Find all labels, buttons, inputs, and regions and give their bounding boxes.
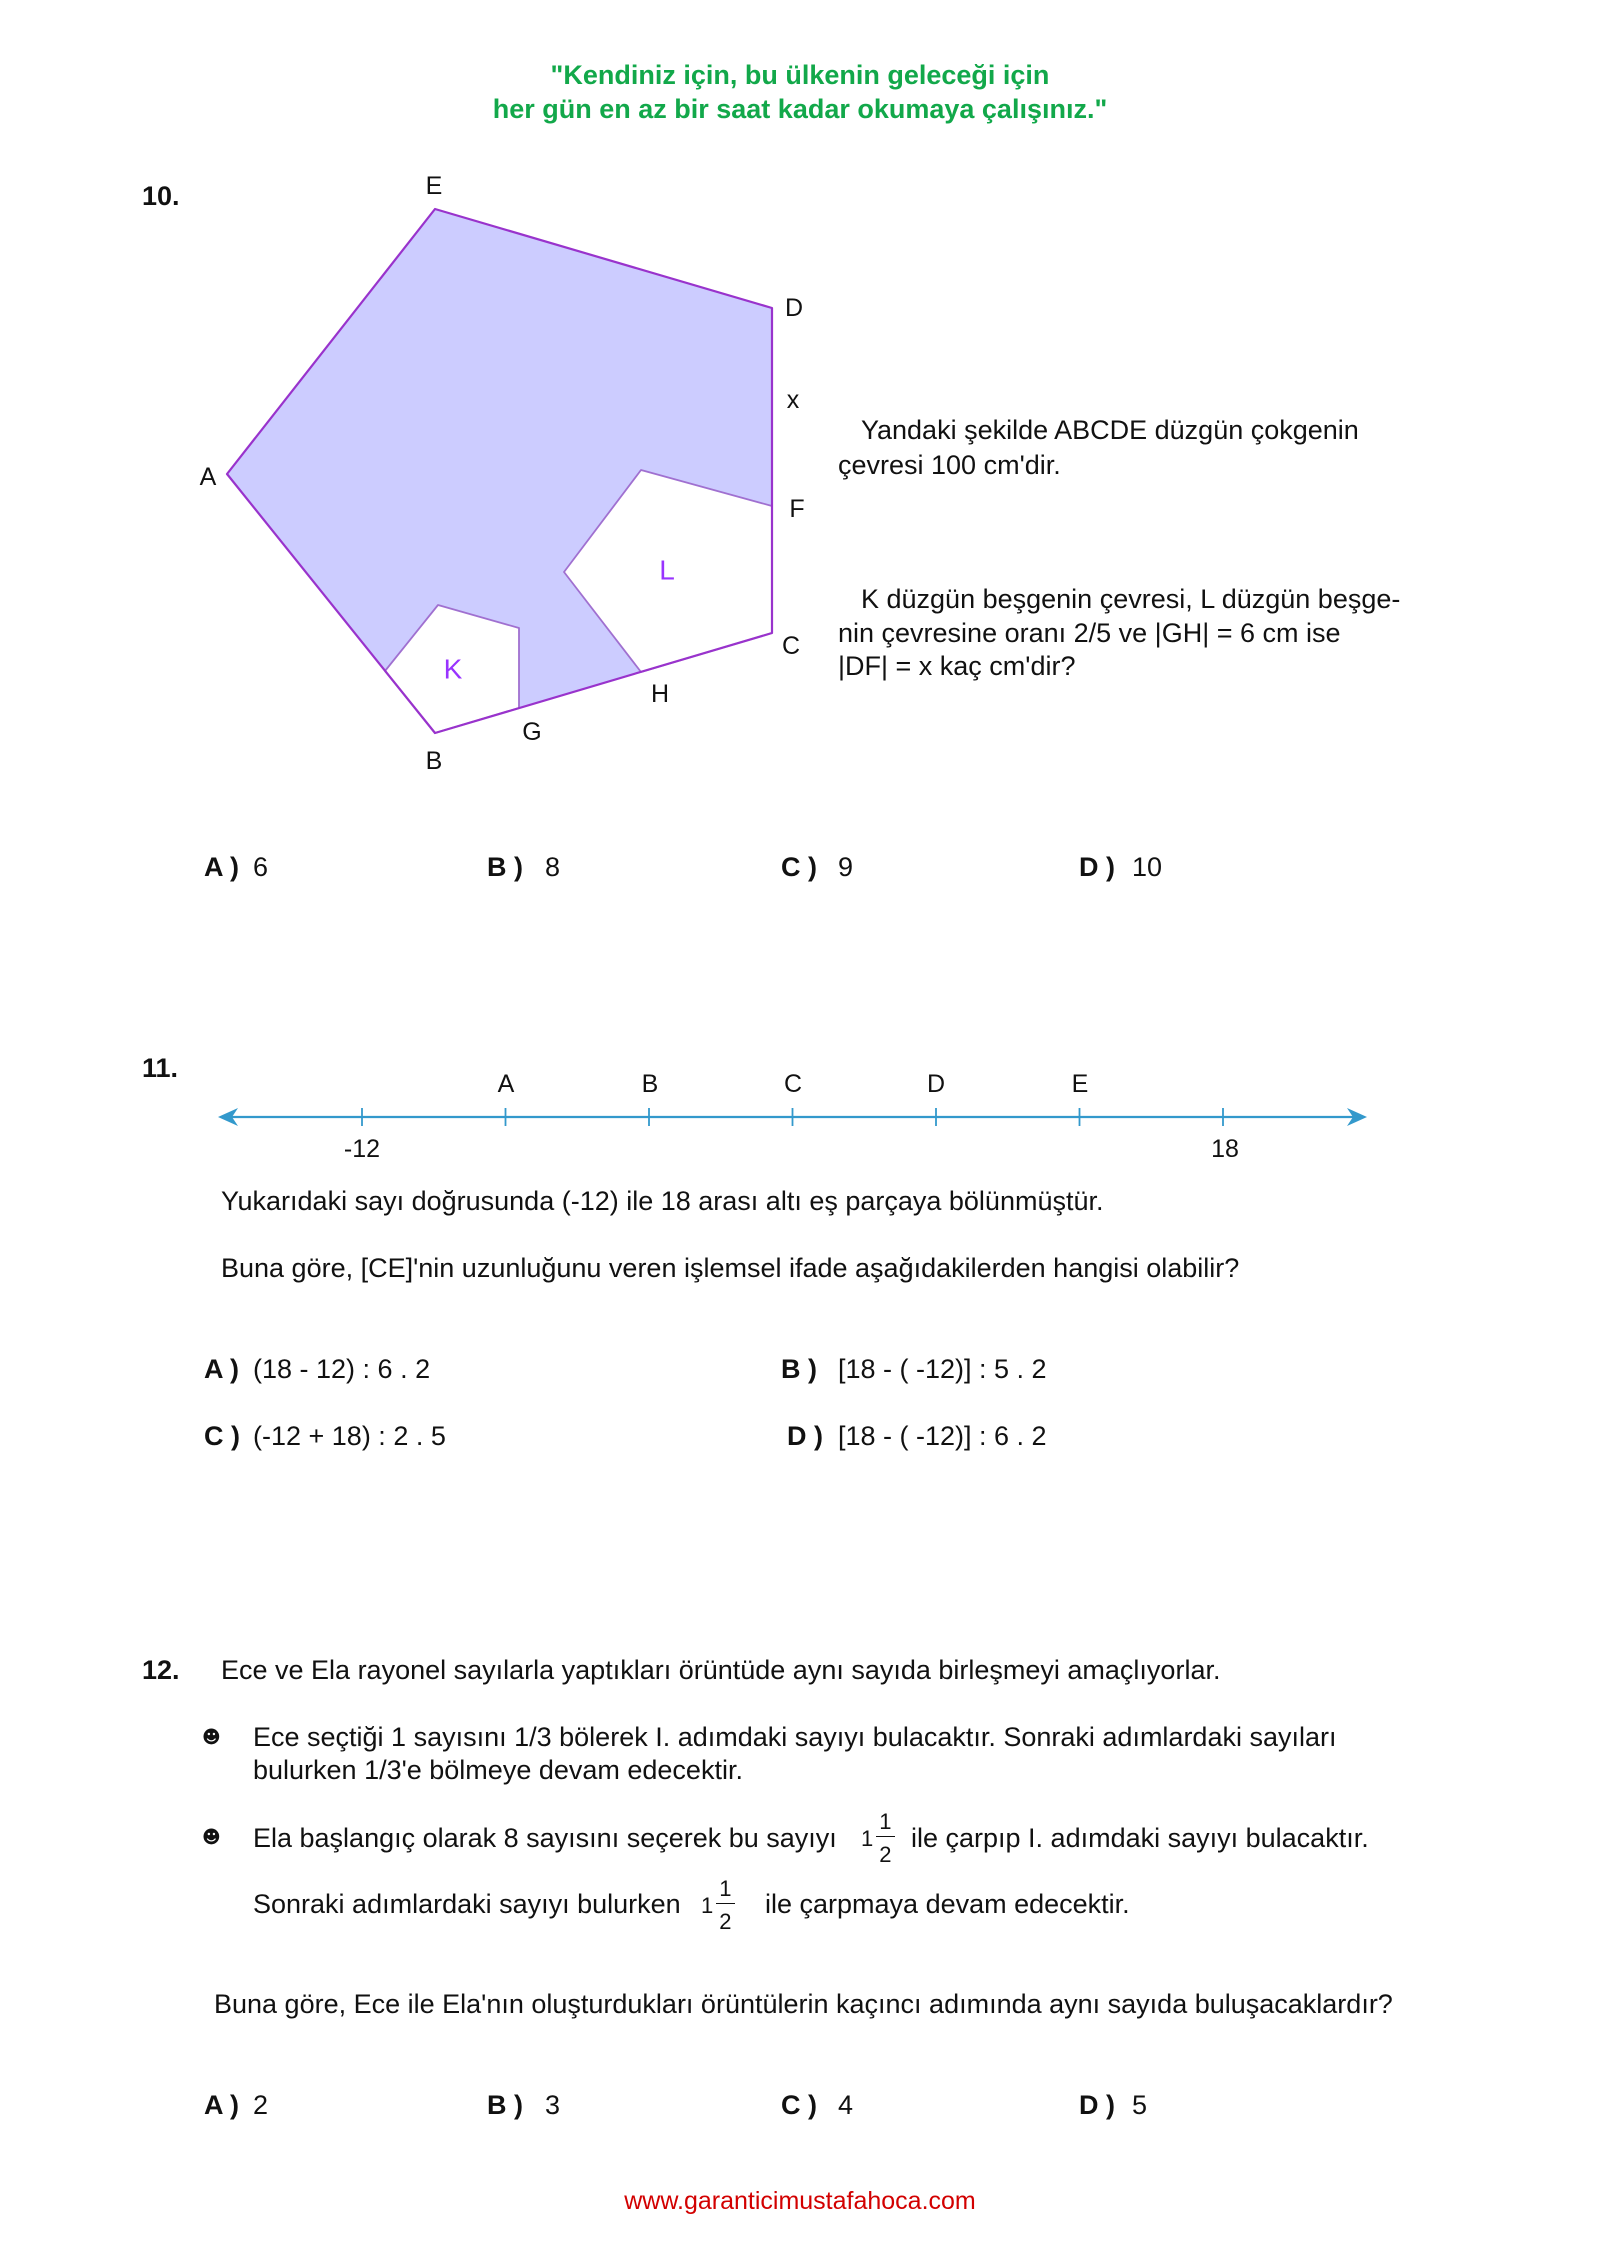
question-12-question: Buna göre, Ece ile Ela'nın oluşturdukları örüntülerin kaçıncı adımında aynı sayıda buluşacaklardır? — [214, 1989, 1393, 2019]
vertex-label-b: B — [425, 747, 443, 775]
fraction — [876, 1811, 894, 1866]
fraction-numerator: 1 — [876, 1811, 894, 1837]
option-letter-b: B ) — [781, 1354, 817, 1384]
number-line-point-a: A — [497, 1070, 515, 1098]
option-letter-d: D ) — [1079, 2090, 1115, 2120]
question-11-text-line: Yukarıdaki sayı doğrusunda (-12) ile 18 arası altı eş parçaya bölünmüştür. — [221, 1186, 1104, 1216]
option-value-a: 2 — [253, 2090, 269, 2120]
mixed-number-whole: 1 — [861, 1825, 874, 1851]
number-line-left-end-value: -12 — [343, 1135, 381, 1163]
option-letter-d: D ) — [1079, 852, 1115, 882]
question-number-11: 11. — [142, 1053, 179, 1083]
pentagon-l-label: L — [659, 554, 675, 586]
option-value-c: 9 — [838, 852, 854, 882]
option-letter-a: A ) — [204, 2090, 239, 2120]
header-quote-line-1: "Kendiniz için, bu ülkenin geleceği için — [550, 60, 1050, 90]
bullet-text-line: Ela başlangıç olarak 8 sayısını seçerek bu sayıyı — [253, 1823, 837, 1853]
number-line-point-e: E — [1071, 1070, 1089, 1098]
option-letter-b: B ) — [487, 2090, 523, 2120]
mixed-number-factor — [701, 1878, 735, 1933]
option-letter-d: D ) — [787, 1421, 823, 1451]
vertex-label-g: G — [522, 718, 542, 746]
vertex-label-d: D — [784, 294, 804, 322]
vertex-label-e: E — [425, 172, 443, 200]
question-10-text-line: çevresi 100 cm'dir. — [838, 450, 1061, 480]
fraction-numerator: 1 — [716, 1878, 734, 1904]
question-10-text-line: |DF| = x kaç cm'dir? — [838, 651, 1076, 681]
question-10-text-line: Yandaki şekilde ABCDE düzgün çokgenin — [861, 415, 1359, 445]
question-number-10: 10. — [142, 181, 180, 211]
option-letter-c: C ) — [204, 1421, 240, 1451]
number-line-point-d: D — [926, 1070, 946, 1098]
option-letter-b: B ) — [487, 852, 523, 882]
question-number-12: 12. — [142, 1655, 180, 1685]
option-letter-c: C ) — [781, 852, 817, 882]
fraction-denominator: 2 — [719, 1909, 732, 1934]
option-value-a: 6 — [253, 852, 269, 882]
question-10-text-line: K düzgün beşgenin çevresi, L düzgün beşge- — [861, 584, 1401, 614]
option-value-c: 4 — [838, 2090, 854, 2120]
vertex-label-f: F — [789, 495, 805, 523]
bullet-text-line: ile çarpmaya devam edecektir. — [765, 1889, 1130, 1919]
number-line-point-b: B — [641, 1070, 659, 1098]
smiley-bullet-icon: ☻ — [202, 1827, 221, 1848]
option-value-d: [18 - ( -12)] : 6 . 2 — [838, 1421, 1047, 1451]
vertex-label-h: H — [650, 680, 670, 708]
option-value-c: (-12 + 18) : 2 . 5 — [253, 1421, 446, 1451]
question-11-text-line: Buna göre, [CE]'nin uzunluğunu veren işlemsel ifade aşağıdakilerden hangisi olabilir? — [221, 1253, 1240, 1283]
pentagon-k-label: K — [443, 653, 463, 685]
bullet-text-line: Sonraki adımlardaki sayıyı bulurken — [253, 1889, 681, 1919]
option-letter-a: A ) — [204, 1354, 239, 1384]
option-value-a: (18 - 12) : 6 . 2 — [253, 1354, 431, 1384]
option-letter-a: A ) — [204, 852, 239, 882]
mixed-number-factor — [861, 1811, 895, 1866]
option-value-b: [18 - ( -12)] : 5 . 2 — [838, 1354, 1047, 1384]
option-value-b: 3 — [545, 2090, 561, 2120]
header-quote — [0, 58, 1600, 126]
fraction — [716, 1878, 734, 1933]
website-link[interactable]: www.garanticimustafahoca.com — [624, 2187, 976, 2215]
question-12-intro: Ece ve Ela rayonel sayılarla yaptıkları örüntüde aynı sayıda birleşmeyi amaçlıyorlar. — [221, 1655, 1221, 1685]
option-value-d: 10 — [1132, 852, 1163, 882]
bullet-text-line: ile çarpıp I. adımdaki sayıyı bulacaktır. — [911, 1823, 1369, 1853]
segment-label-x: x — [786, 386, 800, 414]
option-value-b: 8 — [545, 852, 561, 882]
fraction-denominator: 2 — [879, 1842, 892, 1867]
vertex-label-c: C — [781, 632, 801, 660]
number-line-right-end-value: 18 — [1211, 1135, 1239, 1163]
vertex-label-a: A — [199, 463, 217, 491]
mixed-number-whole: 1 — [701, 1892, 714, 1918]
number-line-point-c: C — [783, 1070, 803, 1098]
smiley-bullet-icon: ☻ — [202, 1727, 221, 1748]
bullet-text-line: bulurken 1/3'e bölmeye devam edecektir. — [253, 1755, 743, 1785]
pentagon-figure — [190, 160, 830, 780]
header-quote-line-2: her gün en az bir saat kadar okumaya çalışınız." — [492, 94, 1108, 124]
bullet-text-line: Ece seçtiği 1 sayısını 1/3 bölerek I. adımdaki sayıyı bulacaktır. Sonraki adımlardaki sayıları — [253, 1722, 1337, 1752]
option-value-d: 5 — [1132, 2090, 1148, 2120]
question-10-text-line: nin çevresine oranı 2/5 ve |GH| = 6 cm ise — [838, 618, 1341, 648]
option-letter-c: C ) — [781, 2090, 817, 2120]
